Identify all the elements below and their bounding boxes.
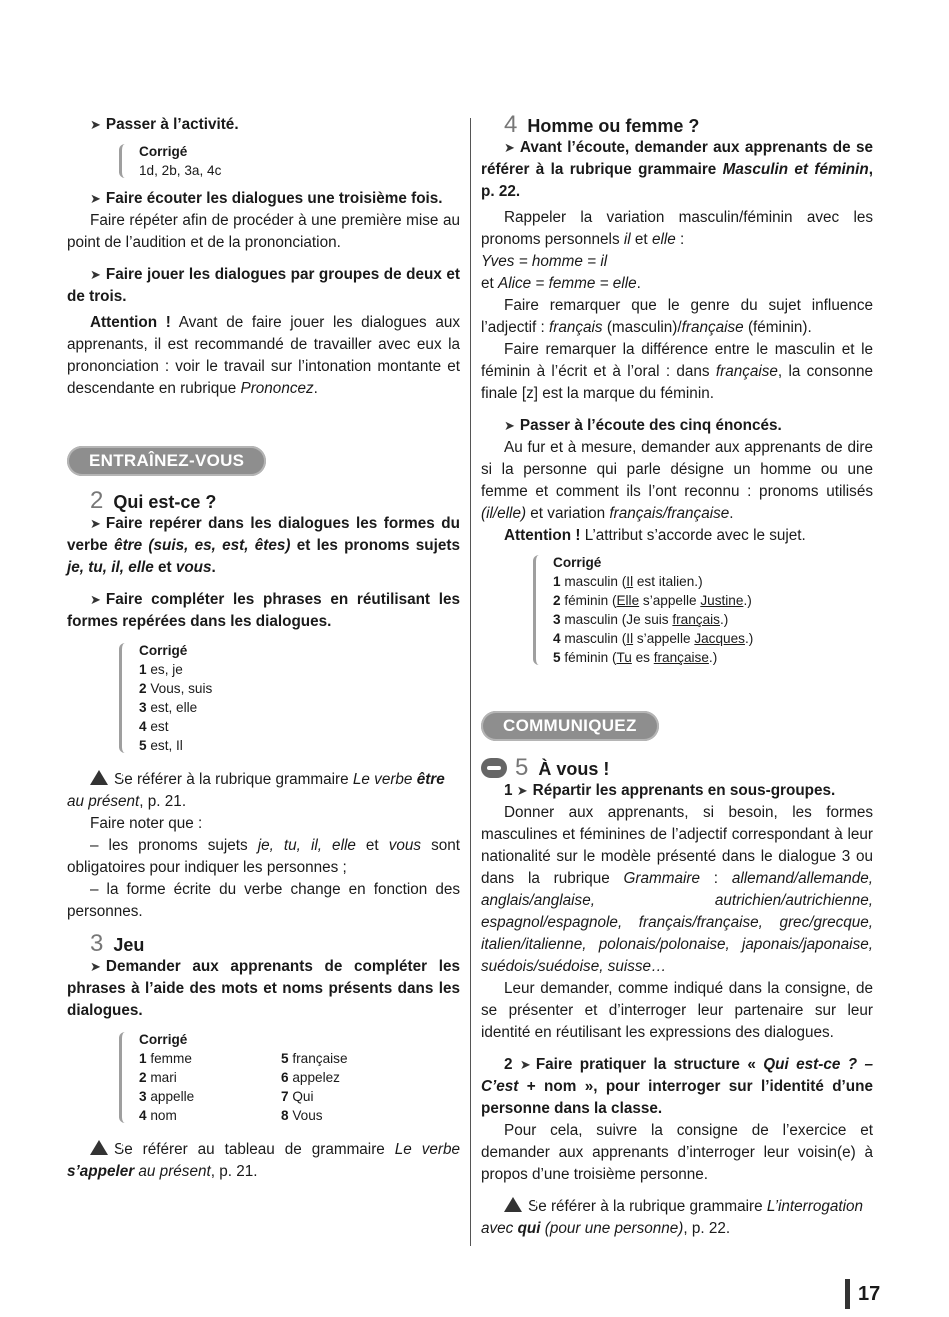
speech-bubble-icon xyxy=(481,758,507,778)
arrow-icon: ➤ xyxy=(504,140,515,155)
left-column xyxy=(67,114,460,1183)
instruction: ➤ Faire écouter les dialogues une troisième fois. xyxy=(90,190,443,207)
instruction: ➤ Passer à l’écoute des cinq énoncés. xyxy=(504,417,782,434)
section-banner-communiquez: COMMUNIQUEZ xyxy=(481,711,659,741)
exercise-heading xyxy=(90,930,460,957)
corrige-box xyxy=(115,641,460,755)
paragraph: Faire noter que : xyxy=(90,815,203,832)
paragraph: Au fur et à mesure, demander aux apprenants de dire si la personne qui parle désigne un homme ou une femme et comment ils l’ont reconnu : pronoms utilisés (il/elle) et variation français/française. xyxy=(481,439,873,522)
section-banner-entrainez-vous: ENTRAÎNEZ-VOUS xyxy=(67,446,266,476)
exercise-title: Qui est-ce ? xyxy=(113,492,217,512)
warning-icon xyxy=(90,770,108,785)
arrow-icon: ➤ xyxy=(504,418,515,433)
corrige-item: 1 masculin (Il est italien.) xyxy=(553,574,703,589)
corrige-item: 5 féminin (Tu es française.) xyxy=(553,650,718,665)
corrige-title: Corrigé xyxy=(139,144,188,159)
example-line: Yves = homme = il xyxy=(481,253,608,270)
arrow-icon: ➤ xyxy=(516,783,528,798)
corrige-item: 2 mari xyxy=(139,1070,177,1085)
corrige-item: 5 française xyxy=(281,1051,348,1066)
instruction: ➤ Demander aux apprenants de compléter les phrases à l’aide des mots et noms présents dans les dialogues. xyxy=(67,958,460,1019)
corrige-item: 2 Vous, suis xyxy=(139,681,213,696)
arrow-icon: ➤ xyxy=(90,592,101,607)
exercise-number: 4 xyxy=(504,111,518,138)
exercise-title: Homme ou femme ? xyxy=(527,116,700,136)
exercise-heading xyxy=(504,111,873,138)
paragraph: Rappeler la variation masculin/féminin avec les pronoms personnels il et elle : xyxy=(481,209,873,248)
exercise-heading xyxy=(90,487,460,514)
paragraph: Attention ! L’attribut s’accorde avec le sujet. xyxy=(504,527,806,544)
corrige-item: 7 Qui xyxy=(281,1089,314,1104)
exercise-number: 5 xyxy=(515,754,529,781)
section-banner-wrap xyxy=(481,711,873,741)
corrige-item: 8 Vous xyxy=(281,1108,323,1123)
corrige-item: 2 féminin (Elle s’appelle Justine.) xyxy=(553,593,752,608)
corrige-item: 4 est xyxy=(139,719,169,734)
arrow-icon: ➤ xyxy=(90,117,101,132)
paragraph: Donner aux apprenants, si besoin, les formes masculines et féminines de l’adjectif correspondant à leur nationalité sur le modèle présenté dans le dialogue 3 ou dans la rubrique Grammaire : allemand/allemande, anglais/anglaise, autrichien/autrichienne, espagnol/espagnole, français/française, grec/grecque, italien/italienne, polonais/polonaise, japonais/japonaise, suédois/suédoise, suisse… xyxy=(481,804,874,975)
instruction: ➤ Avant l’écoute, demander aux apprenants de se référer à la rubrique grammaire Masculin et féminin, p. 22. xyxy=(481,139,873,200)
corrige-item: 5 est, Il xyxy=(139,738,183,753)
right-column xyxy=(481,111,874,1240)
paragraph: – la forme écrite du verbe change en fonction des personnes. xyxy=(67,881,460,920)
instruction: 1 ➤ Répartir les apprenants en sous-groupes. xyxy=(504,782,836,799)
corrige-box xyxy=(529,553,873,667)
arrow-icon: ➤ xyxy=(90,516,101,531)
corrige-item: 3 est, elle xyxy=(139,700,198,715)
grammar-reference: !Se référer à la rubrique grammaire L’interrogation avec qui (pour une personne), p. 22. xyxy=(481,1196,873,1240)
instruction: ➤ Faire compléter les phrases en réutilisant les formes repérées dans les dialogues. xyxy=(67,591,460,630)
corrige-grid xyxy=(139,1049,460,1125)
example-line: et Alice = femme = elle. xyxy=(481,275,641,292)
page-number: 17 xyxy=(845,1279,880,1309)
corrige-item: 1 femme xyxy=(139,1051,192,1066)
corrige-item: 3 appelle xyxy=(139,1089,195,1104)
corrige-item: 6 appelez xyxy=(281,1070,340,1085)
paragraph: Attention ! Avant de faire jouer les dialogues aux apprenants, il est recommandé de travailler avec eux la prononciation : voir le travail sur l’intonation montante et descendante en rubrique Prononcez. xyxy=(67,314,460,397)
instruction: 2 ➤ Faire pratiquer la structure « Qui est-ce ? – C’est + nom », pour interroger sur l’identité d’une personne dans la classe. xyxy=(481,1056,874,1117)
corrige-item: 4 masculin (Il s’appelle Jacques.) xyxy=(553,631,754,646)
paragraph: Faire remarquer la différence entre le masculin et le féminin à l’écrit et à l’oral : dans française, la consonne finale [z] est la marque du féminin. xyxy=(481,341,874,402)
exercise-number: 2 xyxy=(90,487,104,514)
warning-icon xyxy=(504,1197,522,1212)
arrow-icon: ➤ xyxy=(519,1057,531,1072)
paragraph: Pour cela, suivre la consigne de l’exercice et demander aux apprenants d’interroger leur voisin(e) à propos d’une troisième personne. xyxy=(481,1122,873,1183)
arrow-icon: ➤ xyxy=(90,191,101,206)
instruction: ➤ Passer à l’activité. xyxy=(90,116,239,133)
instruction: ➤ Faire jouer les dialogues par groupes de deux et de trois. xyxy=(67,266,460,305)
corrige-item: 3 masculin (Je suis français.) xyxy=(553,612,729,627)
corrige-title: Corrigé xyxy=(139,643,188,658)
arrow-icon: ➤ xyxy=(90,267,101,282)
arrow-icon: ➤ xyxy=(90,959,101,974)
exercise-title: Jeu xyxy=(113,935,145,955)
exercise-number: 3 xyxy=(90,930,104,957)
exercise-heading xyxy=(481,755,873,780)
section-banner-wrap xyxy=(67,446,460,476)
corrige-item: 1 es, je xyxy=(139,662,183,677)
paragraph: Faire remarquer que le genre du sujet influence l’adjectif : français (masculin)/française (féminin). xyxy=(481,297,873,336)
instruction: ➤ Faire repérer dans les dialogues les formes du verbe être (suis, es, est, êtes) et les pronoms sujets je, tu, il, elle et vous. xyxy=(67,515,460,576)
corrige-item: 4 nom xyxy=(139,1108,177,1123)
corrige-title: Corrigé xyxy=(139,1032,188,1047)
paragraph: – les pronoms sujets je, tu, il, elle et vous sont obligatoires pour indiquer les personnes ; xyxy=(67,837,460,876)
warning-icon xyxy=(90,1140,108,1155)
grammar-reference: !Se référer à la rubrique grammaire Le verbe être au présent, p. 21. xyxy=(67,769,460,813)
corrige-box xyxy=(115,1030,460,1125)
exercise-title: À vous ! xyxy=(538,759,610,779)
paragraph: Faire répéter afin de procéder à une première mise au point de l’audition et de la prononciation. xyxy=(67,212,460,251)
column-divider xyxy=(470,118,471,1246)
corrige-title: Corrigé xyxy=(553,555,602,570)
paragraph: Leur demander, comme indiqué dans la consigne, de se présenter et d’interroger leur partenaire sur leur identité en réutilisant les expressions des dialogues. xyxy=(481,980,873,1041)
corrige-box xyxy=(115,142,460,180)
corrige-answers: 1d, 2b, 3a, 4c xyxy=(139,163,222,178)
grammar-reference: !Se référer au tableau de grammaire Le verbe s’appeler au présent, p. 21. xyxy=(67,1139,460,1183)
